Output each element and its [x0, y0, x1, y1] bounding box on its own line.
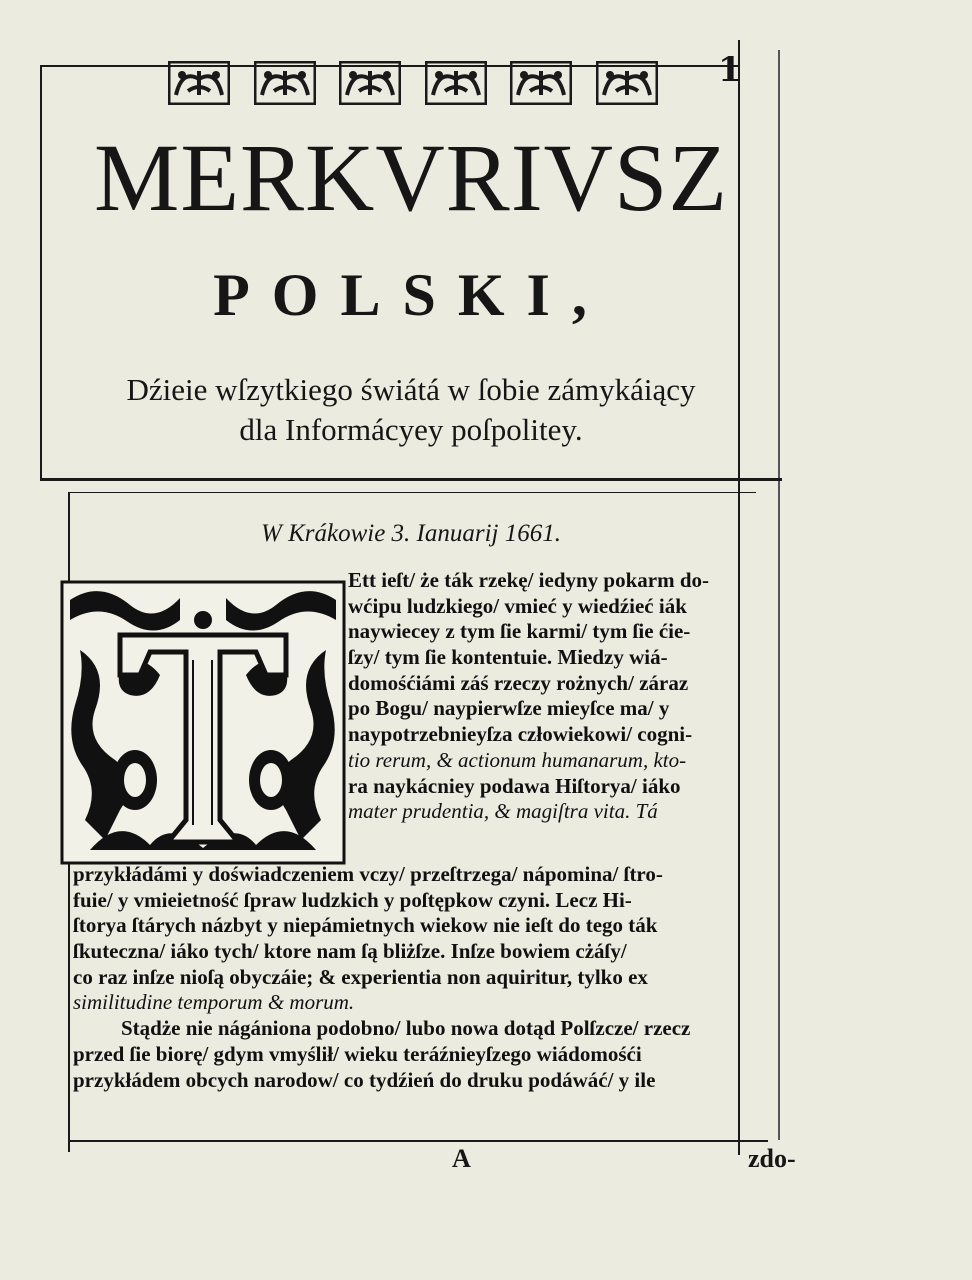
- article-line: ra naykácniey podawa Hiſtorya/ iáko: [348, 773, 681, 798]
- article-line: ſkuteczna/ iáko tych/ ktore nam ſą bliżſze. Inſze bowiem cżáſy/: [73, 939, 627, 964]
- catchword: zdo-: [748, 1144, 796, 1173]
- article-line: tio rerum, & actionum humanarum, kto-: [348, 747, 687, 772]
- article-line: similitudine temporum & morum.: [73, 990, 355, 1015]
- article-line: po Bogu/ naypierwſze mieyſce ma/ y: [348, 696, 670, 721]
- article-line: ſtorya ſtárych názbyt y niepámietnych wiekow nie ieſt do tego ták: [73, 913, 658, 938]
- article-line: fuie/ y vmieietność ſpraw ludzkich y poſtępkow czyni. Lecz Hi-: [73, 887, 632, 912]
- article-line: Stądże nie nágániona podobno/ lubo nowa dotąd Polſzcze/ rzecz: [121, 1016, 691, 1041]
- article-line: przed ſie biorę/ gdym vmyślił/ wieku teráźnieyſzego wiádomośći: [73, 1041, 642, 1066]
- fleuron-ornament-icon: [425, 61, 487, 105]
- fleuron-ornament-icon: [254, 61, 316, 105]
- fleuron-band: [168, 58, 658, 108]
- article-line: mater prudentia, & magiſtra vita. Tá: [348, 799, 658, 824]
- article-text-beside-initial: [348, 568, 788, 825]
- fleuron-ornament-icon: [510, 61, 572, 105]
- fleuron-ornament-icon: [596, 61, 658, 105]
- masthead-description-line-1: Dźieie wſzytkiego świátá w ſobie zámykáiący: [126, 372, 696, 407]
- fleuron-ornament-icon: [168, 61, 230, 105]
- decorated-initial-letter-icon: [60, 580, 346, 865]
- header-divider-rule: [40, 478, 782, 481]
- masthead-description-line-2: dla Informácyey poſpolitey.: [239, 412, 583, 447]
- article-line: co raz inſze nioſą obyczáie; & experientia non aquiritur, tylko ex: [73, 964, 648, 989]
- text-block-top-rule: [68, 492, 756, 493]
- article-line: Ett ieſt/ że ták rzekę/ iedyny pokarm do-: [348, 568, 710, 592]
- article-line: naywiecey z tym ſie karmi/ tym ſie ćie-: [348, 619, 691, 644]
- article-line: ſzy/ tym ſie kontentuie. Miedzy wiá-: [348, 645, 668, 670]
- dateline: W Krákowie 3. Ianuarij 1661.: [261, 520, 561, 547]
- fleuron-ornament-icon: [339, 61, 401, 105]
- article-line: naypotrzebnieyſza człowiekowi/ cogni-: [348, 722, 693, 747]
- folio-number: 1: [718, 50, 742, 90]
- article-line: przykłádem obcych narodow/ co tydźień do druku podáwáć/ y ile: [73, 1067, 656, 1092]
- text-block-bottom-rule: [68, 1140, 768, 1142]
- article-line: domośćiámi záś rzeczy rożnych/ záraz: [348, 670, 689, 695]
- newspaper-page: [40, 40, 796, 1173]
- masthead-subtitle: POLSKI,: [213, 262, 609, 328]
- article-text-full-width: [73, 862, 788, 1093]
- masthead-title: MERKVRIVSZ: [93, 124, 729, 231]
- article-line: przykłádámi y doświadczeniem vczy/ przeſtrzega/ nápomina/ ſtro-: [73, 862, 663, 886]
- signature-mark: A: [452, 1144, 471, 1173]
- article-line: wćipu ludzkiego/ vmieć y wiedźieć iák: [348, 593, 687, 618]
